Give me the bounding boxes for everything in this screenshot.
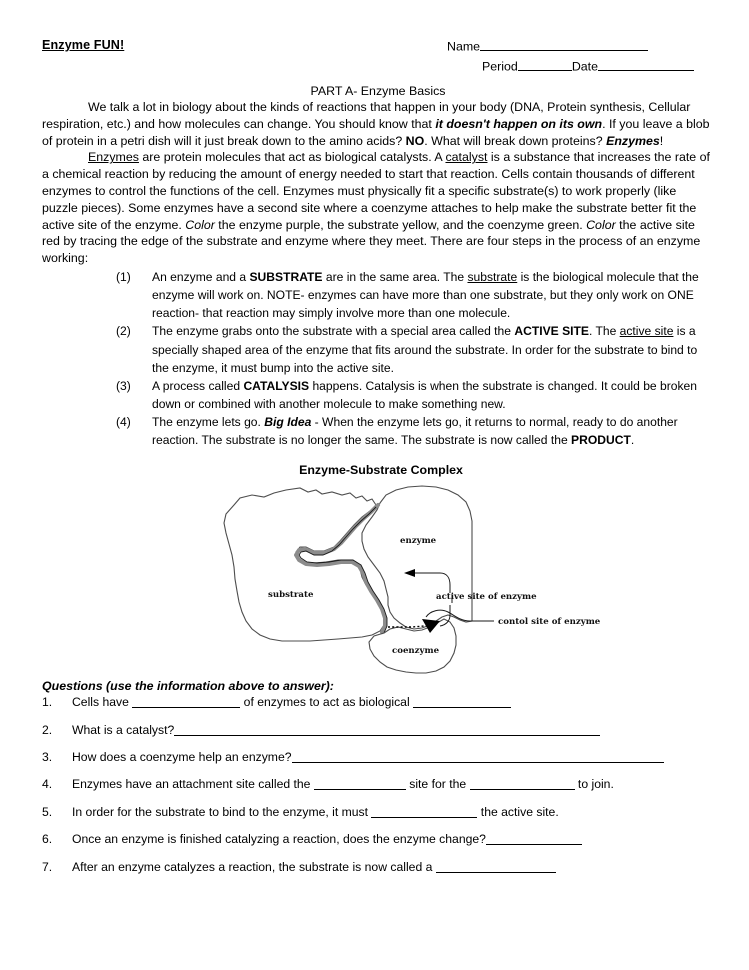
enzyme-steps-list bbox=[42, 268, 710, 449]
step-bold-term: ACTIVE SITE bbox=[514, 324, 589, 339]
step-marker: (1) bbox=[116, 269, 131, 284]
active-site-pointer bbox=[404, 569, 450, 593]
step-marker: (2) bbox=[116, 324, 131, 339]
enzyme-shape bbox=[362, 486, 472, 629]
step-item bbox=[116, 268, 710, 322]
step-item bbox=[116, 322, 710, 376]
p1-text-d: ! bbox=[659, 133, 664, 148]
p1-text-c: . What will break down proteins? bbox=[424, 133, 607, 148]
question-text: to join. bbox=[574, 777, 614, 792]
p1-enzymes: Enzymes bbox=[606, 133, 660, 148]
period-label: Period bbox=[482, 59, 518, 74]
date-input-blank[interactable] bbox=[598, 59, 694, 71]
catalyst-paragraph bbox=[42, 149, 710, 267]
step-bold-term: CATALYSIS bbox=[243, 378, 310, 393]
page-title: Enzyme FUN! bbox=[42, 38, 125, 52]
part-title: PART A- Enzyme Basics bbox=[310, 84, 446, 98]
question-number: 4. bbox=[42, 777, 53, 792]
question-number: 6. bbox=[42, 832, 53, 847]
p2-color-directive-1: Color bbox=[185, 217, 215, 232]
step-item bbox=[116, 377, 710, 413]
step-big-idea: Big Idea bbox=[264, 415, 312, 430]
question-number: 2. bbox=[42, 722, 53, 737]
answer-blank[interactable] bbox=[486, 833, 582, 845]
step-text-b: - When the enzyme lets go, it returns to normal, ready to do another reaction. The substrate is no longer the same. The substrate is now called the bbox=[152, 415, 678, 448]
p1-emphasis: it doesn't happen on its own bbox=[435, 116, 603, 131]
diagram-title: Enzyme-Substrate Complex bbox=[299, 463, 463, 478]
answer-blank[interactable] bbox=[436, 861, 556, 873]
enzyme-label: enzyme bbox=[400, 536, 437, 547]
question-text: After an enzyme catalyzes a reaction, the substrate is now called a bbox=[72, 859, 436, 874]
answer-blank[interactable] bbox=[292, 751, 664, 763]
p2-color-directive-2: Color bbox=[586, 217, 616, 232]
diagram-svg bbox=[204, 481, 604, 677]
step-bold-term: SUBSTRATE bbox=[249, 269, 323, 284]
diagram-figure bbox=[204, 481, 604, 677]
step-item bbox=[116, 413, 710, 449]
question-item bbox=[42, 777, 710, 793]
substrate-label: substrate bbox=[268, 590, 314, 601]
question-item bbox=[42, 860, 710, 876]
step-underlined-term: active site bbox=[619, 324, 674, 339]
intro-paragraph bbox=[42, 99, 710, 149]
question-number: 3. bbox=[42, 750, 53, 765]
question-item bbox=[42, 832, 710, 848]
p2-catalyst-underlined: catalyst bbox=[445, 150, 488, 165]
question-text: Enzymes have an attachment site called the bbox=[72, 777, 314, 792]
step-text-a: The enzyme grabs onto the substrate with a special area called the bbox=[152, 324, 515, 339]
question-text: the active site. bbox=[477, 804, 559, 819]
p2-text-a: are protein molecules that act as biological catalysts. A bbox=[138, 150, 446, 165]
control-site-label: contol site of enzyme bbox=[498, 617, 601, 628]
step-text-b: . The bbox=[588, 324, 620, 339]
period-input-blank[interactable] bbox=[518, 59, 572, 71]
question-item bbox=[42, 805, 710, 821]
step-text-a: A process called bbox=[152, 378, 244, 393]
answer-blank[interactable] bbox=[371, 806, 477, 818]
step-underlined-term: substrate bbox=[467, 269, 518, 284]
questions-heading: Questions (use the information above to answer): bbox=[42, 679, 334, 694]
question-item bbox=[42, 750, 710, 766]
question-number: 5. bbox=[42, 804, 53, 819]
question-item bbox=[42, 695, 710, 711]
name-input-blank[interactable] bbox=[480, 39, 648, 51]
question-number: 7. bbox=[42, 859, 53, 874]
active-site-inner-line bbox=[299, 507, 387, 633]
p2-enzymes-underlined: Enzymes bbox=[88, 150, 139, 165]
p1-text-b: . If you leave a blob of protein in a petri dish will it just break down to the amino acids? bbox=[42, 116, 710, 148]
question-text: site for the bbox=[405, 777, 470, 792]
step-text-c: is the biological molecule that the enzyme will work on. NOTE- enzymes can have more than one substrate, but they only work on ONE reaction- that reaction may simply involve more than one molecule. bbox=[152, 269, 699, 321]
step-text-b: happens. Catalysis is when the substrate is changed. It could be broken down or combined with another molecule to make something new. bbox=[152, 378, 697, 411]
answer-blank[interactable] bbox=[413, 696, 511, 708]
page-content bbox=[42, 38, 710, 887]
question-text: Cells have bbox=[72, 695, 133, 710]
date-label: Date bbox=[571, 59, 599, 74]
p2-text-c: the enzyme purple, the substrate yellow, and the coenzyme green. bbox=[214, 217, 587, 232]
question-text: In order for the substrate to bind to the enzyme, it must bbox=[72, 804, 372, 819]
question-text: of enzymes to act as biological bbox=[240, 695, 414, 710]
question-text: Once an enzyme is finished catalyzing a reaction, does the enzyme change? bbox=[72, 832, 486, 847]
questions-list bbox=[42, 695, 710, 875]
step-text-a: An enzyme and a bbox=[152, 269, 250, 284]
step-text-b: are in the same area. The bbox=[322, 269, 468, 284]
step-text-c: is a specially shaped area of the enzyme that fits around the substrate. In order for the substrate to bind to the enzyme, it must bump into the active site. bbox=[152, 324, 698, 375]
active-site-boundary bbox=[296, 505, 385, 632]
coenzyme-label: coenzyme bbox=[392, 646, 440, 657]
p1-no: NO bbox=[405, 133, 425, 148]
active-site-label: active site of enzyme bbox=[436, 592, 537, 603]
question-item bbox=[42, 723, 710, 739]
answer-blank[interactable] bbox=[314, 778, 406, 790]
name-label: Name bbox=[447, 39, 481, 54]
question-number: 1. bbox=[42, 695, 53, 710]
enzyme-substrate-diagram bbox=[42, 463, 710, 679]
question-text: What is a catalyst? bbox=[72, 722, 175, 737]
step-text-a: The enzyme lets go. bbox=[152, 415, 265, 430]
answer-blank[interactable] bbox=[470, 778, 575, 790]
p2-text-b: is a substance that increases the rate of a chemical reaction by reducing the amount of energy needed to start that reaction. Cells contain thousands of different enzymes to control the functions of the cell. Enzymes must physically fit a specific substrate(s) to work properly (like puzzle pieces). Some enzymes have a second site where a coenzyme attaches to help make the substrate better fit the active site of the enzyme. bbox=[42, 150, 710, 232]
name-field-group bbox=[447, 39, 648, 53]
document-header bbox=[42, 38, 710, 84]
step-marker: (3) bbox=[116, 378, 131, 393]
step-marker: (4) bbox=[116, 415, 131, 430]
p2-text-d: the active site red by tracing the edge of the substrate and enzyme where they meet. There are four steps in the process of an enzyme working: bbox=[42, 217, 701, 266]
question-text: How does a coenzyme help an enzyme? bbox=[72, 750, 292, 765]
step-text-c: . bbox=[630, 433, 635, 448]
answer-blank[interactable] bbox=[174, 724, 600, 736]
period-date-field-group bbox=[482, 59, 694, 73]
p1-text-a: We talk a lot in biology about the kinds of reactions that happen in your body (DNA, Protein synthesis, Cellular respiration, etc.) and how molecules can change. You should know that bbox=[42, 100, 691, 131]
step-product-term: PRODUCT bbox=[571, 433, 631, 448]
answer-blank[interactable] bbox=[132, 696, 240, 708]
